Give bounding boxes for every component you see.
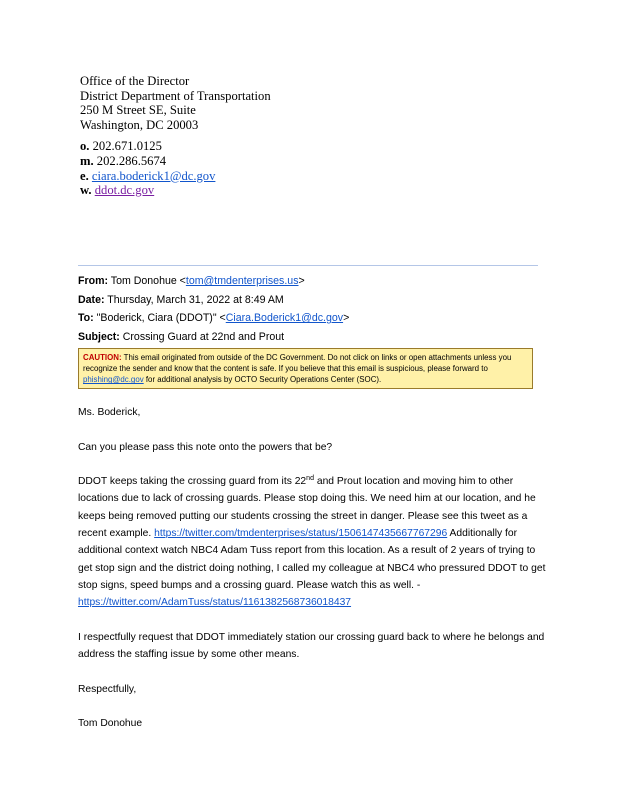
paragraph-main-end: Additionally for additional context watch NBC4 Adam Tuss report from this location. As a result of 2 years of trying to get stop sign and the district doing nothing, I called my colleague at NBC4 who pressured DDOT to get stop signs, speed bumps and a crossing guard. Please watch this as well. - — [78, 528, 546, 591]
caution-text: This email originated from outside of the DC Government. Do not click on links or open attachments unless you recognize the sender and know that the content is safe. If you believe that this email is suspicious, please forward to — [83, 353, 512, 374]
ordinal-suffix: nd — [306, 475, 314, 483]
office-phone: 202.671.0125 — [92, 139, 162, 154]
caution-text-end: for additional analysis by OCTO Security Operations Center (SOC). — [145, 375, 382, 385]
to-email-link[interactable]: Ciara.Boderick1@dc.gov — [225, 312, 344, 325]
from-row — [78, 272, 349, 291]
header-divider — [78, 265, 538, 266]
from-label: From: — [78, 275, 109, 287]
signature-email-link[interactable]: ciara.boderick1@dc.gov — [91, 168, 216, 183]
to-label: To: — [78, 312, 94, 325]
greeting: Ms. Boderick, — [78, 407, 141, 418]
tweet-link-2[interactable]: https://twitter.com/AdamTuss/status/1161382568736018437 — [78, 597, 352, 609]
signature-city: Washington, DC 20003 — [80, 117, 199, 132]
sender-signoff: Tom Donohue — [78, 718, 143, 730]
signature-block — [80, 74, 271, 198]
from-email-link[interactable]: tom@tmdenterprises.us — [185, 275, 299, 287]
from-name: Tom Donohue < — [110, 275, 186, 287]
email-body — [78, 404, 548, 733]
date-value: Thursday, March 31, 2022 at 8:49 AM — [107, 293, 284, 306]
date-label: Date: — [78, 293, 105, 306]
to-name: "Boderick, Ciara (DDOT)" < — [96, 312, 226, 325]
phishing-email-link[interactable]: phishing@dc.gov — [83, 375, 144, 385]
caution-label: CAUTION: — [83, 353, 122, 362]
tweet-link-1[interactable]: https://twitter.com/tmdenterprises/status/1506147435667767296 — [154, 528, 448, 540]
to-row — [78, 309, 349, 328]
mobile-phone: 202.286.5674 — [96, 153, 167, 168]
from-close: > — [298, 275, 305, 287]
closing: Respectfully, — [78, 683, 137, 695]
paragraph-main-middle: and Prout location and moving him to other locations due to lack of crossing guards. Please stop doing this. We need him at our location, and he keeps being removed putting our students crossing the street in danger. Please see this tweet as a recent example. — [78, 476, 536, 540]
subject-row — [78, 328, 349, 347]
date-row — [78, 291, 349, 310]
signature-street: 250 M Street SE, Suite — [80, 103, 196, 118]
mobile-phone-label: m. — [80, 153, 94, 168]
web-row — [80, 183, 271, 198]
mobile-phone-row — [80, 154, 271, 169]
office-phone-label: o. — [80, 139, 90, 154]
paragraph-main — [78, 473, 548, 611]
email-label: e. — [80, 168, 89, 183]
web-label: w. — [80, 183, 92, 198]
office-phone-row — [80, 139, 271, 154]
paragraph-request: Can you please pass this note onto the powers that be? — [78, 441, 333, 453]
signature-department: District Department of Transportation — [80, 88, 271, 103]
signature-web-link[interactable]: ddot.dc.gov — [94, 183, 155, 198]
signature-office: Office of the Director — [80, 74, 190, 88]
caution-banner — [78, 348, 533, 389]
to-close: > — [343, 312, 350, 325]
email-header — [78, 272, 349, 346]
paragraph-request-final: I respectfully request that DDOT immediately station our crossing guard back to where he belongs and address the staffing issue by some other means. — [78, 631, 545, 661]
email-row — [80, 169, 271, 184]
subject-value: Crossing Guard at 22nd and Prout — [122, 330, 285, 343]
subject-label: Subject: — [78, 330, 120, 343]
paragraph-main-start: DDOT keeps taking the crossing guard from its 22 — [78, 476, 307, 488]
